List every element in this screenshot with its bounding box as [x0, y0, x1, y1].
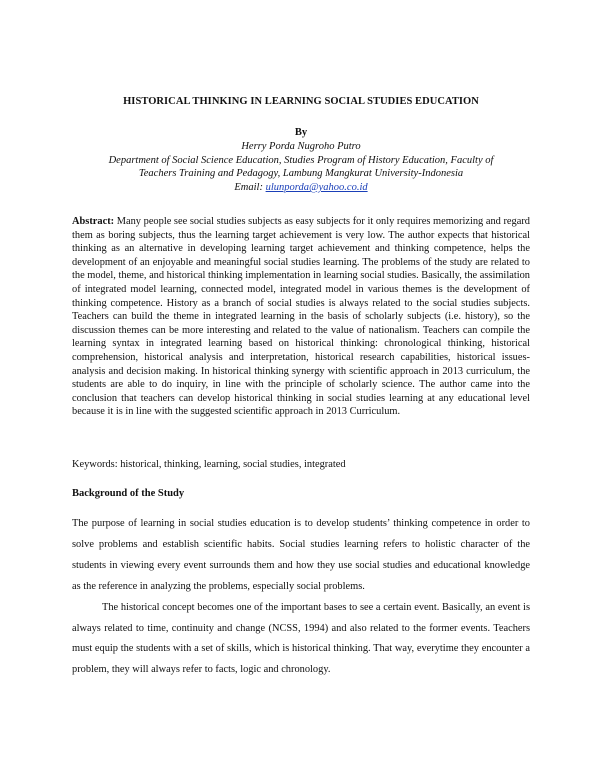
affiliation-line-2: Teachers Training and Pedagogy, Lambung Mangkurat University-Indonesia	[138, 168, 464, 180]
author-block	[66, 140, 536, 195]
author-name: Herry Porda Nugroho Putro	[241, 141, 361, 152]
keywords: Keywords: historical, thinking, learning, social studies, integrated	[72, 459, 346, 470]
body-paragraph-1: The purpose of learning in social studies education is to develop students’ thinking competence in order to solve problems and establish scientific habits. Social studies learning refers to holistic character of the students in viewing every event surrounds them and how they use social studies and educational knowledge as the reference in analyzing the problems, especially social problems.	[72, 518, 530, 592]
paper-title: HISTORICAL THINKING IN LEARNING SOCIAL STUDIES EDUCATION	[123, 96, 479, 107]
email-line	[66, 181, 536, 195]
abstract-label: Abstract:	[72, 216, 115, 227]
affiliation-line-1: Department of Social Science Education, Studies Program of History Education, Faculty of	[108, 154, 494, 166]
abstract	[72, 215, 530, 419]
email-label: Email:	[234, 182, 266, 194]
section-heading: Background of the Study	[72, 488, 185, 499]
byline-label: By	[294, 127, 308, 138]
abstract-text: Many people see social studies subjects as easy subjects for it only requires memorizing and regard them as boring subjects, thus the learning target achievement is very low. The author expects that historical thinking as an alternative in developing learning target achievement and thinking competence, helps the development of an enjoyable and meaningful social studies learning. The problems of the study are related to the model, theme, and historical thinking implementation in learning social studies. Basically, the assimilation of integrated model learning, connected model, integrated model in various themes is the development of thinking competence. History as a branch of social studies is always related to the social studies subjects. Teachers can build the theme in integrated learning in the basis of scholarly subjects (i.e. history), so the discussion themes can be more interesting and related to the value of nationalism. Teachers can compile the learning syntax in integrated learning based on historical thinking: chronological thinking, historical comprehension, historical analysis and interpretation, historical research capabilities, historical issues-analysis and decision making. In historical thinking synergy with scientific approach in 2013 curriculum, the students are able to do inquiry, in line with the principle of scholarly science. The author came into the conclusion that teachers can develop historical thinking in social studies learning at any educational level because it is in line with the suggested scientific approach in 2013 Curriculum.	[72, 216, 530, 418]
body-text	[72, 514, 530, 681]
body-paragraph-2: The historical concept becomes one of the important bases to see a certain event. Basically, an event is always related to time, continuity and change (NCSS, 1994) and also related to the former events. Teachers must equip the students with a set of skills, which is historical thinking. That way, everytime they encounter a problem, they will always refer to facts, logic and chronology.	[72, 601, 530, 676]
email-link[interactable]: ulunporda@yahoo.co.id	[265, 182, 368, 194]
